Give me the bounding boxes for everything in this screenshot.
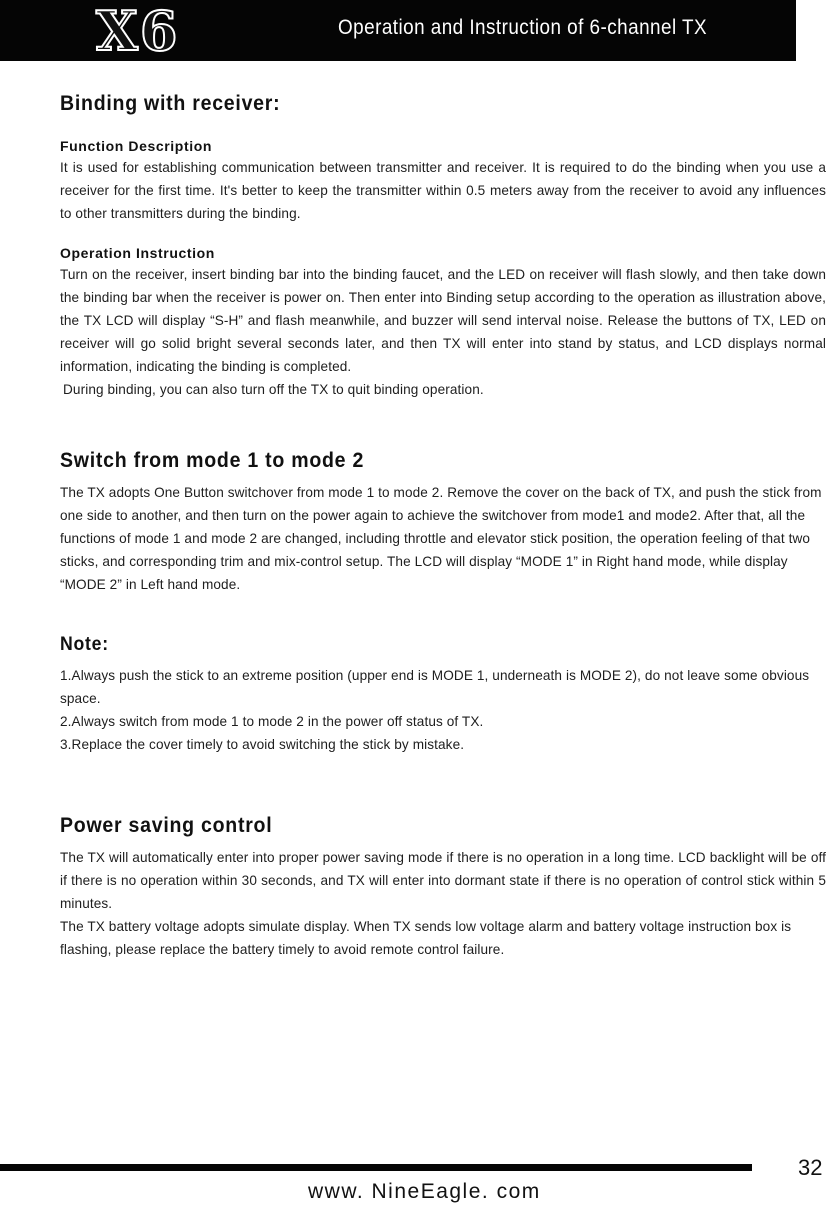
- power-saving-heading: Power saving control: [60, 814, 273, 837]
- x6-logo: X6: [96, 0, 180, 63]
- function-description-text: It is used for establishing communication between transmitter and receiver. It is required to do the binding when you use a receiver for the first time. It's better to keep the transmitter within 0.5 meters away from the receiver to avoid any influences to other transmitters during the binding.: [60, 160, 826, 221]
- footer-url: www. NineEagle. com: [308, 1180, 541, 1203]
- page-content: [60, 92, 826, 961]
- switch-mode-heading: Switch from mode 1 to mode 2: [60, 449, 365, 472]
- header-title: Operation and Instruction of 6-channel TX: [338, 16, 708, 39]
- power-saving-text-1: The TX will automatically enter into proper power saving mode if there is no operation in a long time. LCD backlight will be off if there is no operation within 30 seconds, and TX will enter into dormant state if there is no operation of control stick within 5 minutes.: [60, 850, 826, 911]
- note-heading: Note:: [60, 634, 109, 655]
- header-bar: [0, 0, 796, 61]
- note-list: [60, 664, 826, 756]
- operation-instruction-text: Turn on the receiver, insert binding bar into the binding faucet, and the LED on receiver will flash slowly, and then take down the binding bar when the receiver is power on. Then enter into Binding setup according to the operation as illustration above, the TX LCD will display “S-H” and flash meanwhile, and buzzer will send interval noise. Release the buttons of TX, LED on receiver will go solid bright several seconds later, and then TX will enter into stand by status, and LCD displays normal information, indicating the binding is completed.: [60, 267, 826, 374]
- switch-mode-text: The TX adopts One Button switchover from mode 1 to mode 2. Remove the cover on the back of TX, and push the stick from one side to another, and then turn on the power again to achieve the switchover from mode1 and mode2. After that, all the functions of mode 1 and mode 2 are changed, including throttle and elevator stick position, the operation feeling of that two sticks, and corresponding trim and mix-control setup. The LCD will display “MODE 1” in Right hand mode, while display “MODE 2” in Left hand mode.: [60, 485, 822, 592]
- note-item-1: 1.Always push the stick to an extreme position (upper end is MODE 1, underneath is MODE 2), do not leave some obvious space.: [60, 668, 810, 706]
- operation-instruction-text-2: During binding, you can also turn off the TX to quit binding operation.: [63, 382, 484, 397]
- binding-heading: Binding with receiver:: [60, 92, 281, 115]
- page-number: 32: [798, 1155, 823, 1180]
- operation-instruction-heading: Operation Instruction: [60, 245, 215, 261]
- note-item-3: 3.Replace the cover timely to avoid switching the stick by mistake.: [60, 737, 465, 752]
- function-description-heading: Function Description: [60, 138, 212, 154]
- power-saving-text-2: The TX battery voltage adopts simulate display. When TX sends low voltage alarm and battery voltage instruction box is flashing, please replace the battery timely to avoid remote control failure.: [60, 919, 792, 957]
- footer-bar: [0, 1164, 752, 1171]
- note-item-2: 2.Always switch from mode 1 to mode 2 in the power off status of TX.: [60, 714, 484, 729]
